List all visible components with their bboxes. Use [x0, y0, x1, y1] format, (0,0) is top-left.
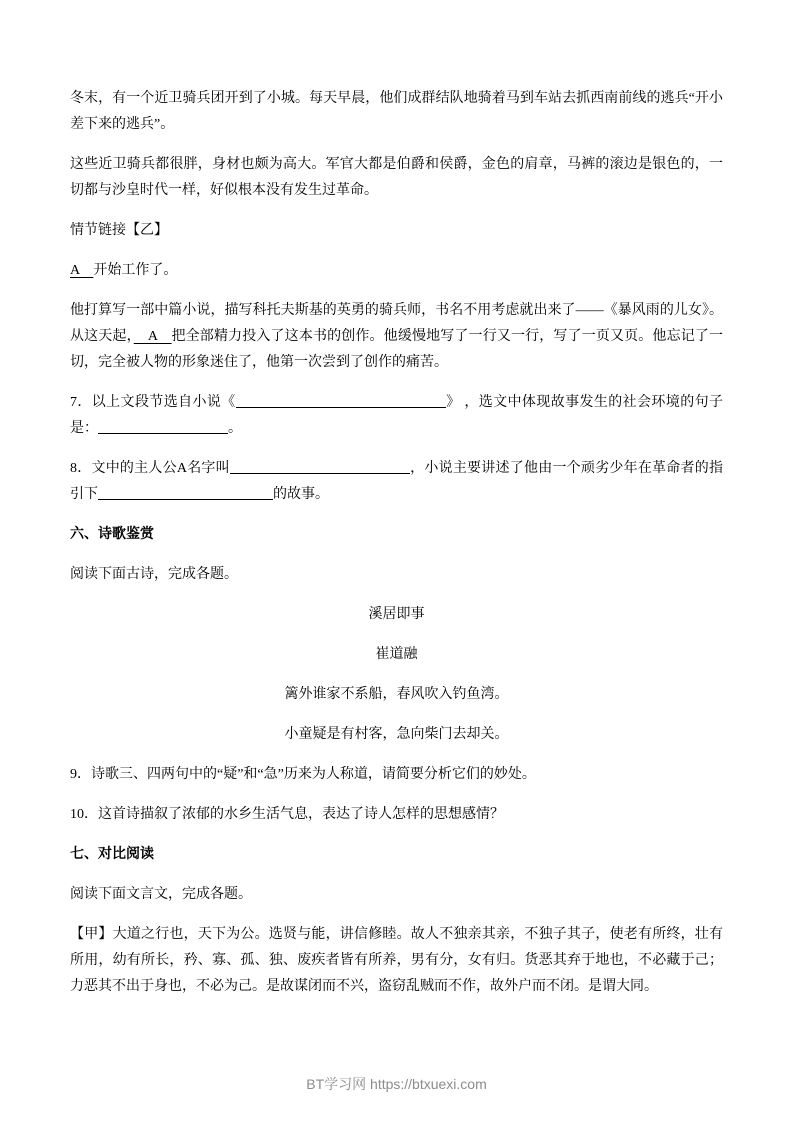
- text-run: 溪居即事: [368, 607, 425, 622]
- question-10: [70, 802, 723, 828]
- text-run: 8．文中的主人公A名字叫: [70, 461, 230, 476]
- text-run: 冬末，有一个近卫骑兵团开到了小城。每天早晨，他们成群结队地骑着马到车站去抓西南前线的逃兵“开小差下来的逃兵”。: [70, 91, 723, 132]
- answer-blank: [236, 393, 446, 408]
- text-run: 9．诗歌三、四两句中的“疑”和“急”历来为人称道，请简要分析它们的妙处。: [70, 767, 536, 782]
- text-run: 他打算写一部中篇小说，描写科托夫斯基的英勇的骑兵师，书名不用考虑就出来了——《暴风雨的儿女》。从这天起，: [70, 303, 723, 344]
- question-9: [70, 762, 723, 788]
- poetry-instruction: [70, 562, 723, 588]
- poem-title: [70, 602, 723, 628]
- text-run: 。: [228, 421, 242, 436]
- answer-blank: [230, 459, 410, 474]
- text-run: 开始工作了。: [93, 263, 178, 278]
- section-heading-poetry: [70, 522, 723, 548]
- plot-link-label: [70, 218, 723, 244]
- answer-blank: [98, 485, 273, 500]
- passage-paragraph-1: [70, 86, 723, 138]
- question-8: [70, 456, 723, 508]
- text-run: 小童疑是有村客，急向柴门去却关。: [284, 727, 509, 742]
- text-run: 情节链接【乙】: [70, 223, 168, 238]
- watermark: BT学习网 https://btxuexi.com: [306, 1076, 487, 1092]
- passage-paragraph-4: [70, 298, 723, 376]
- passage-paragraph-3: [70, 258, 723, 284]
- text-run: A: [70, 263, 94, 278]
- text-run: 篱外谁家不系船，春风吹入钓鱼湾。: [284, 687, 509, 702]
- answer-blank: [98, 419, 228, 434]
- poem-author: [70, 642, 723, 668]
- text-run: ，小说主要讲述了他由一个顽劣少年在革命者的指引下: [70, 461, 723, 502]
- classical-passage-jia: [70, 922, 723, 1000]
- text-run: 这些近卫骑兵都很胖，身材也颇为高大。军官大都是伯爵和侯爵，金色的肩章，马裤的滚边是银色的，一切都与沙皇时代一样，好似根本没有发生过革命。: [70, 157, 723, 198]
- text-run: 》 ，选文中体现故事发生的社会环境的句子是：: [70, 395, 723, 436]
- passage-paragraph-2: [70, 152, 723, 204]
- text-run: 的故事。: [273, 487, 329, 502]
- text-run: 七、对比阅读: [70, 847, 154, 862]
- text-run: 阅读下面文言文，完成各题。: [70, 887, 252, 902]
- text-run: 把全部精力投入了这本书的创作。他缓慢地写了一行又一行，写了一页又页。他忘记了一切，完全被人物的形象迷住了，他第一次尝到了创作的痛苦。: [70, 329, 724, 370]
- comparative-reading-instruction: [70, 882, 723, 908]
- section-heading-comparative-reading: [70, 842, 723, 868]
- text-run: 六、诗歌鉴赏: [70, 527, 154, 542]
- poem-line-2: [70, 722, 723, 748]
- text-run: 10．这首诗描叙了浓郁的水乡生活气息，表达了诗人怎样的思想感情？: [70, 807, 504, 822]
- poem-line-1: [70, 682, 723, 708]
- text-run: 阅读下面古诗，完成各题。: [70, 567, 238, 582]
- text-run: 崔道融: [375, 647, 418, 662]
- question-7: [70, 390, 723, 442]
- text-run: 【甲】大道之行也，天下为公。选贤与能，讲信修睦。故人不独亲其亲，不独子其子，使老有所终，壮有所用，幼有所长，矜、寡、孤、独、废疾者皆有所养，男有分，女有归。货恶其弃于地也，不必藏于己；力恶其不出于身也，不必为己。是故谋闭而不兴，盗窃乱贼而不作，故外户而不闭。是谓大同。: [70, 927, 723, 994]
- text-run: 7．以上文段节选自小说《: [70, 395, 236, 410]
- text-run: A: [133, 329, 172, 344]
